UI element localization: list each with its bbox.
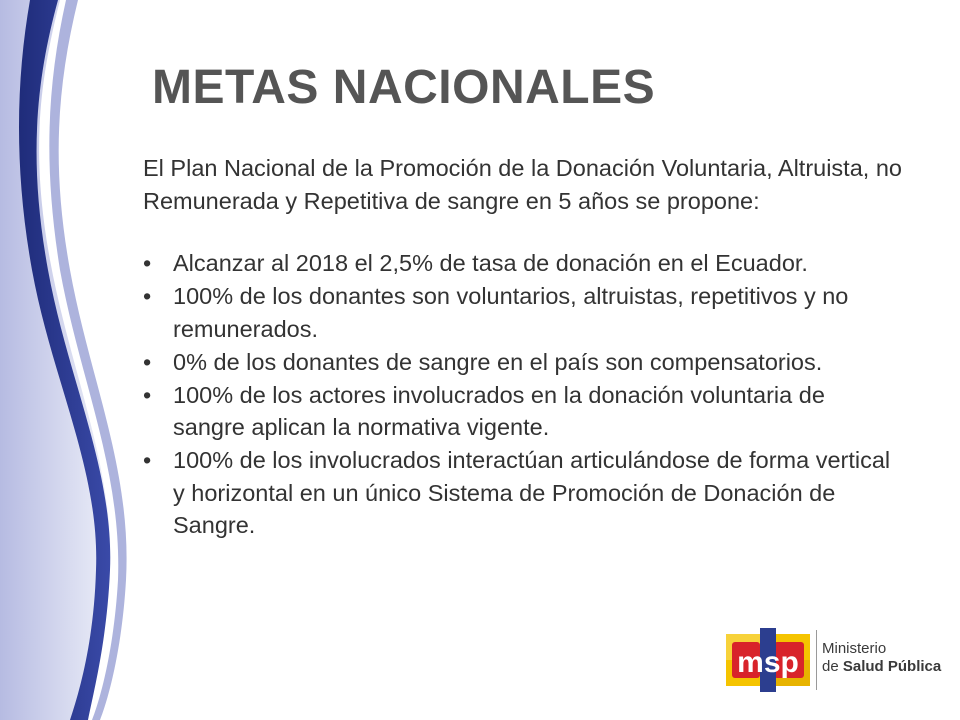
goal-text: 100% de los involucrados interactúan articulándose de forma vertical y horizontal en un único Sistema de Promoción de Donación de Sangre. <box>173 447 891 538</box>
ministry-logo <box>726 624 942 696</box>
goal-item <box>143 444 903 542</box>
bullet-icon: • <box>143 381 152 408</box>
bullet-icon: • <box>143 283 152 309</box>
slide-body <box>143 152 903 542</box>
logo-line-salud <box>822 658 941 676</box>
goal-item <box>143 247 903 280</box>
logo-mark-text: msp <box>737 646 799 679</box>
msp-logo-icon <box>726 628 810 692</box>
logo-line-ministerio: Ministerio <box>822 640 887 657</box>
goal-text: 100% de los donantes son voluntarios, altruistas, repetitivos y no remunerados. <box>173 283 849 342</box>
logo-line-prefix: de <box>822 658 843 675</box>
bullet-icon: • <box>143 250 152 276</box>
goal-text: 0% de los donantes de sangre en el país son compensatorios. <box>173 348 823 375</box>
goal-text: 100% de los actores involucrados en la donación voluntaria de sangre aplican la normativa vigente. <box>173 381 825 440</box>
bullet-icon: • <box>143 447 152 473</box>
goal-text: Alcanzar al 2018 el 2,5% de tasa de donación en el Ecuador. <box>173 250 808 276</box>
goals-list <box>143 247 903 542</box>
logo-line-strong: Salud Pública <box>842 658 942 675</box>
bullet-icon: • <box>143 348 152 375</box>
logo-divider <box>816 630 817 690</box>
goal-item <box>143 379 903 444</box>
slide-title: METAS NACIONALES <box>152 61 656 114</box>
logo-text <box>822 640 941 676</box>
goal-item <box>143 280 903 345</box>
decorative-swoosh <box>0 0 160 720</box>
goal-item <box>143 346 903 379</box>
intro-paragraph: El Plan Nacional de la Promoción de la Donación Voluntaria, Altruista, no Remunerada y Repetitiva de sangre en 5 años se propone: <box>143 155 902 214</box>
